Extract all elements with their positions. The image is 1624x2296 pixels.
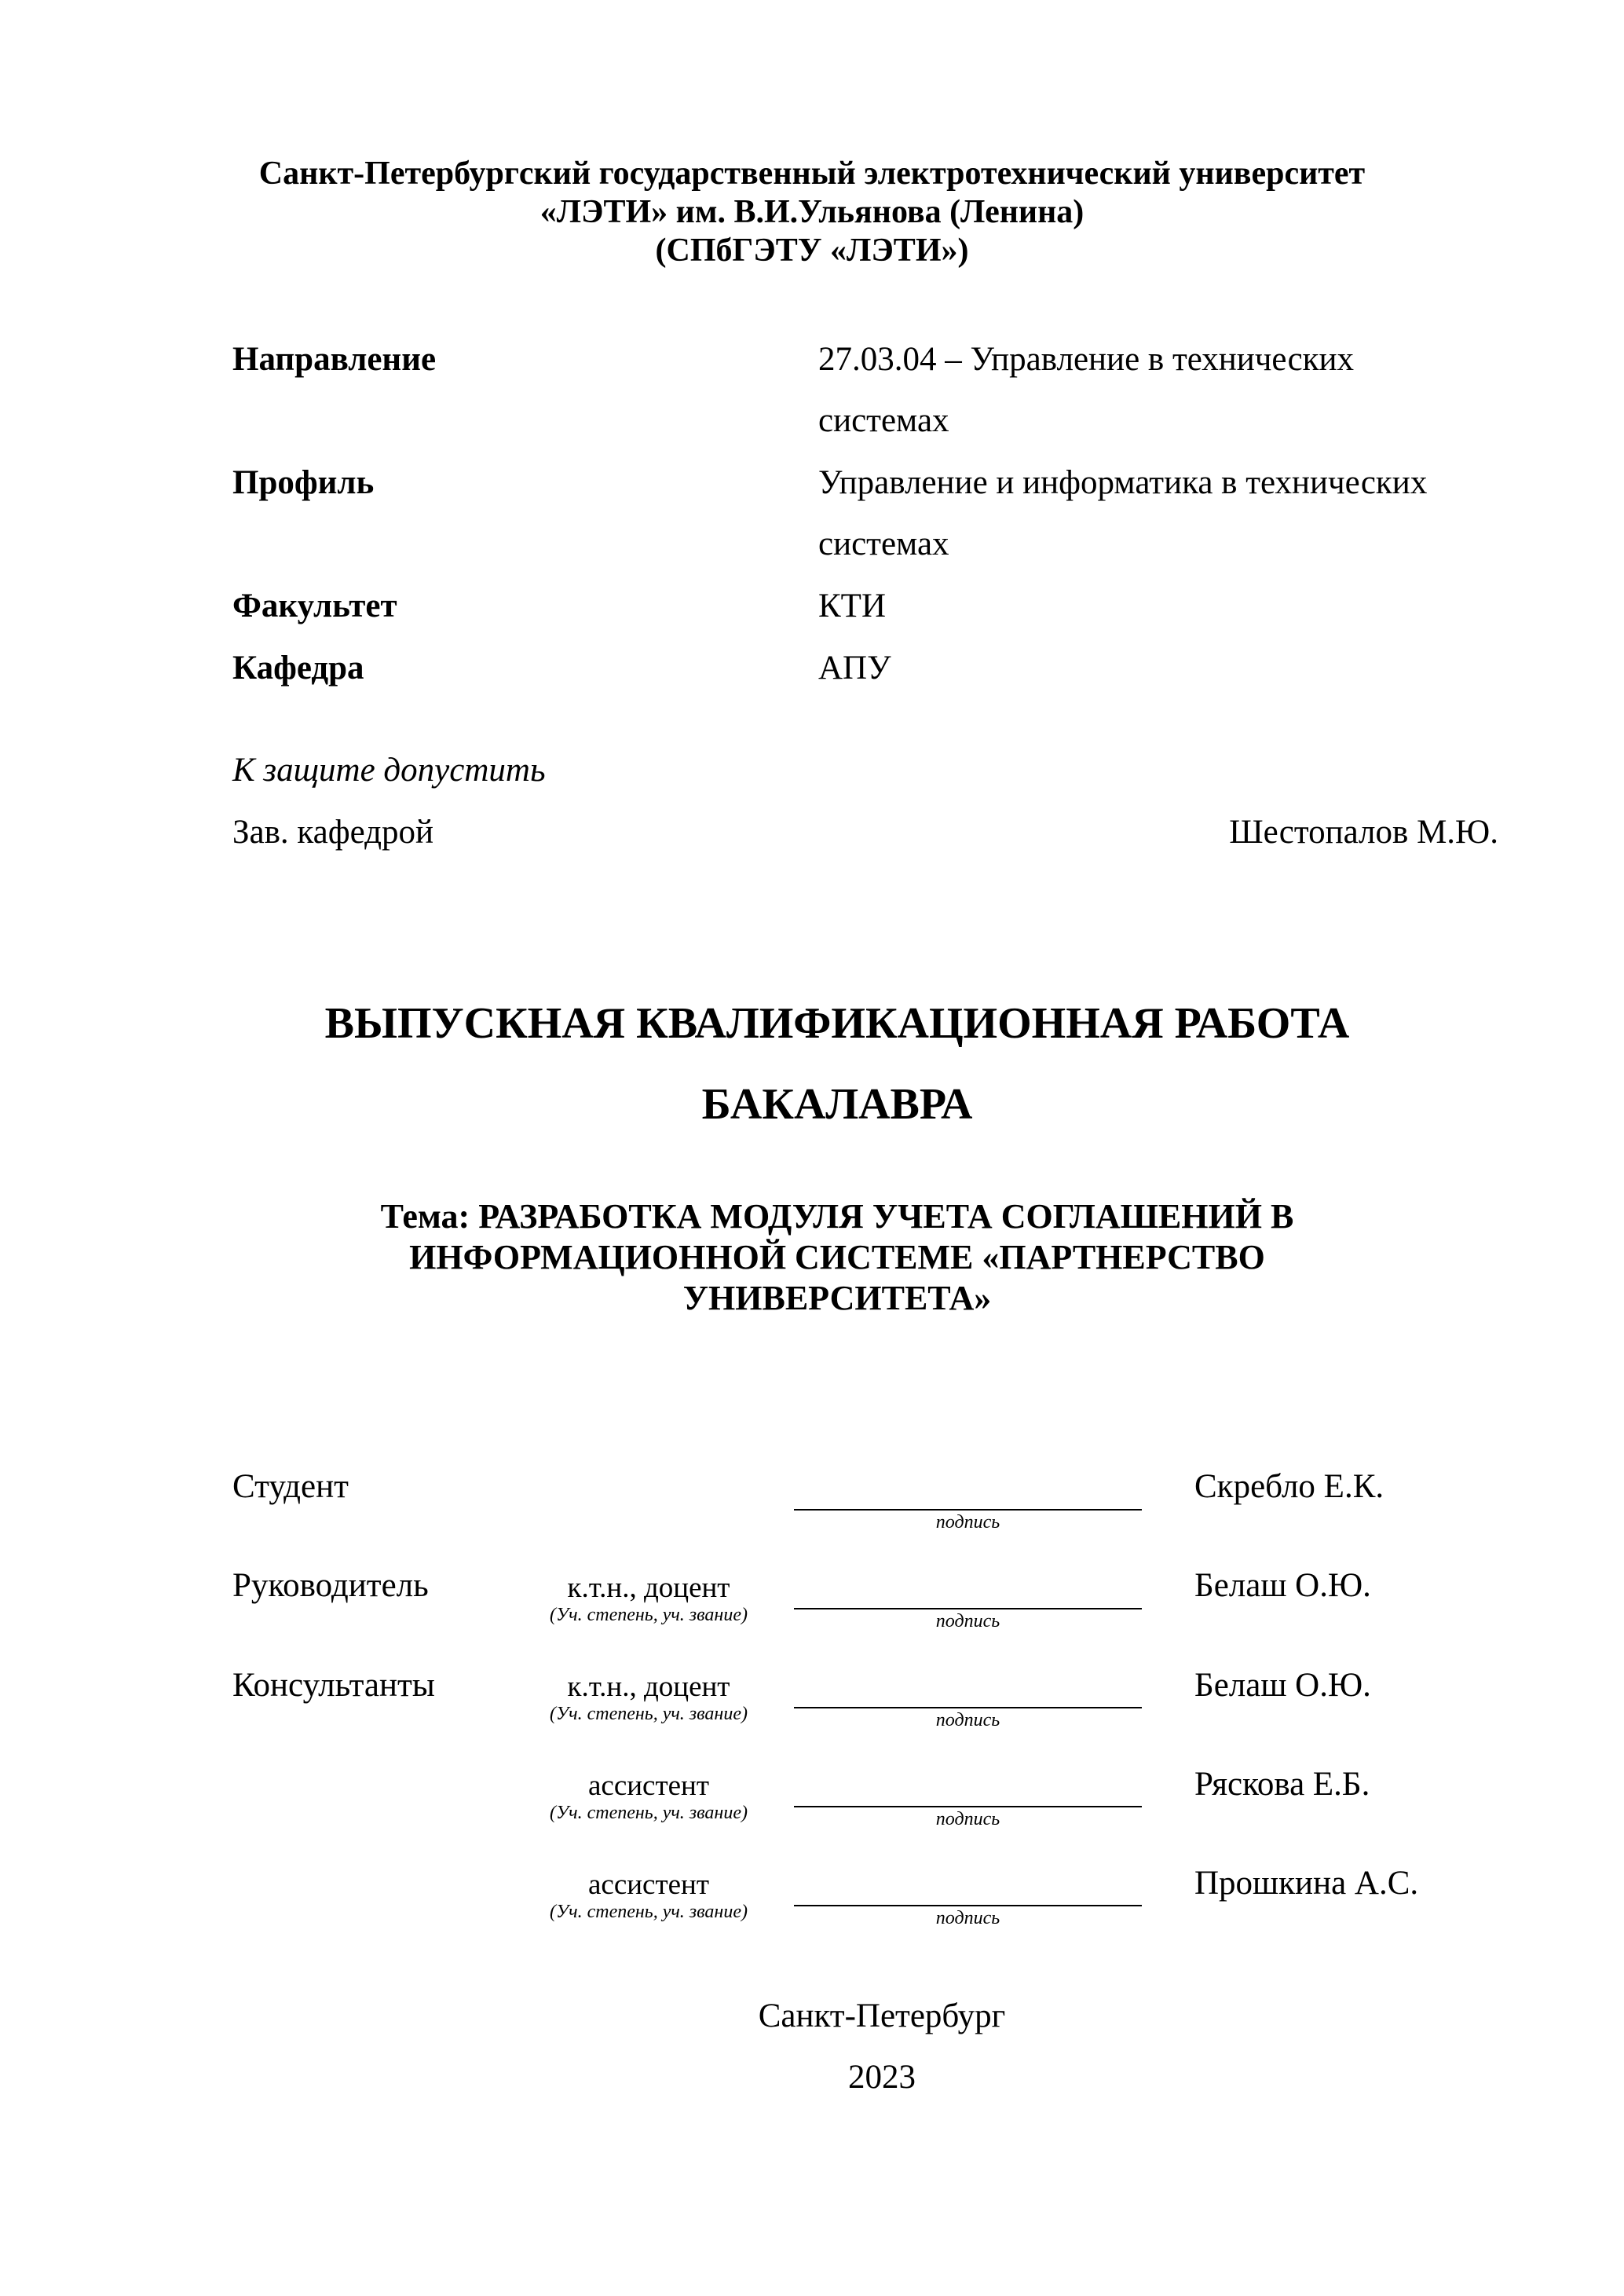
profile-label: Профиль — [232, 464, 375, 501]
consultant3-name: Прошкина А.С. — [1194, 1865, 1419, 1902]
consultant1-rank-caption: (Уч. степень, уч. звание) — [550, 1704, 748, 1724]
consultant1-signature-caption: подпись — [935, 1710, 1000, 1730]
consultant2-signature-line — [794, 1806, 1142, 1807]
supervisor-signature-line — [794, 1608, 1142, 1609]
profile-value-line1: Управление и информатика в технических — [818, 464, 1428, 501]
supervisor-signature-caption: подпись — [935, 1611, 1000, 1631]
faculty-label: Факультет — [232, 588, 397, 624]
university-named-after: «ЛЭТИ» им. В.И.Ульянова (Ленина) — [540, 194, 1084, 230]
faculty-value: КТИ — [818, 588, 886, 624]
consultant3-signature-line — [794, 1905, 1142, 1906]
year: 2023 — [848, 2059, 916, 2096]
direction-value-line2: системах — [818, 402, 949, 439]
direction-label: Направление — [232, 341, 437, 378]
work-title-line1: ВЫПУСКНАЯ КВАЛИФИКАЦИОННАЯ РАБОТА — [324, 999, 1350, 1048]
consultant2-rank-caption: (Уч. степень, уч. звание) — [550, 1803, 748, 1823]
supervisor-role: Руководитель — [232, 1567, 429, 1604]
consultant1-signature-line — [794, 1707, 1142, 1708]
approval-note: К защите допустить — [232, 752, 546, 789]
consultant3-signature-caption: подпись — [935, 1908, 1000, 1928]
consultants-role: Консультанты — [232, 1667, 435, 1704]
consultant3-rank: ассистент — [587, 1869, 710, 1901]
supervisor-name: Белаш О.Ю. — [1194, 1567, 1371, 1604]
consultant1-rank: к.т.н., доцент — [567, 1671, 730, 1703]
university-abbreviation: (СПбГЭТУ «ЛЭТИ») — [655, 233, 969, 269]
department-value: АПУ — [818, 650, 891, 687]
direction-value-line1: 27.03.04 – Управление в технических — [818, 341, 1355, 378]
work-theme-line2: ИНФОРМАЦИОННОЙ СИСТЕМЕ «ПАРТНЕРСТВО — [409, 1238, 1265, 1276]
consultant2-name: Ряскова Е.Б. — [1194, 1766, 1370, 1803]
consultant2-rank: ассистент — [587, 1770, 710, 1802]
work-theme-line1: Тема: РАЗРАБОТКА МОДУЛЯ УЧЕТА СОГЛАШЕНИЙ В — [380, 1197, 1294, 1236]
university-header — [0, 155, 1624, 270]
head-of-department-name: Шестопалов М.Ю. — [1229, 814, 1498, 851]
university-name: Санкт-Петербургский государственный электротехнический университет — [258, 156, 1366, 192]
student-signature-line — [794, 1509, 1142, 1511]
work-theme-line3: УНИВЕРСИТЕТА» — [682, 1279, 992, 1317]
city: Санкт-Петербург — [758, 1998, 1006, 2034]
head-of-department-role: Зав. кафедрой — [232, 814, 434, 851]
work-theme — [0, 1196, 1624, 1319]
consultant3-rank-caption: (Уч. степень, уч. звание) — [550, 1902, 748, 1922]
consultant1-name: Белаш О.Ю. — [1194, 1667, 1371, 1704]
profile-value-line2: системах — [818, 525, 949, 562]
student-signature-caption: подпись — [935, 1512, 1000, 1532]
supervisor-rank: к.т.н., доцент — [567, 1572, 730, 1604]
supervisor-rank-caption: (Уч. степень, уч. звание) — [550, 1605, 748, 1625]
consultant2-signature-caption: подпись — [935, 1809, 1000, 1829]
student-name: Скребло Е.К. — [1194, 1468, 1384, 1505]
work-title-line2: БАКАЛАВРА — [701, 1080, 973, 1129]
department-label: Кафедра — [232, 650, 364, 687]
student-role: Студент — [232, 1468, 349, 1505]
